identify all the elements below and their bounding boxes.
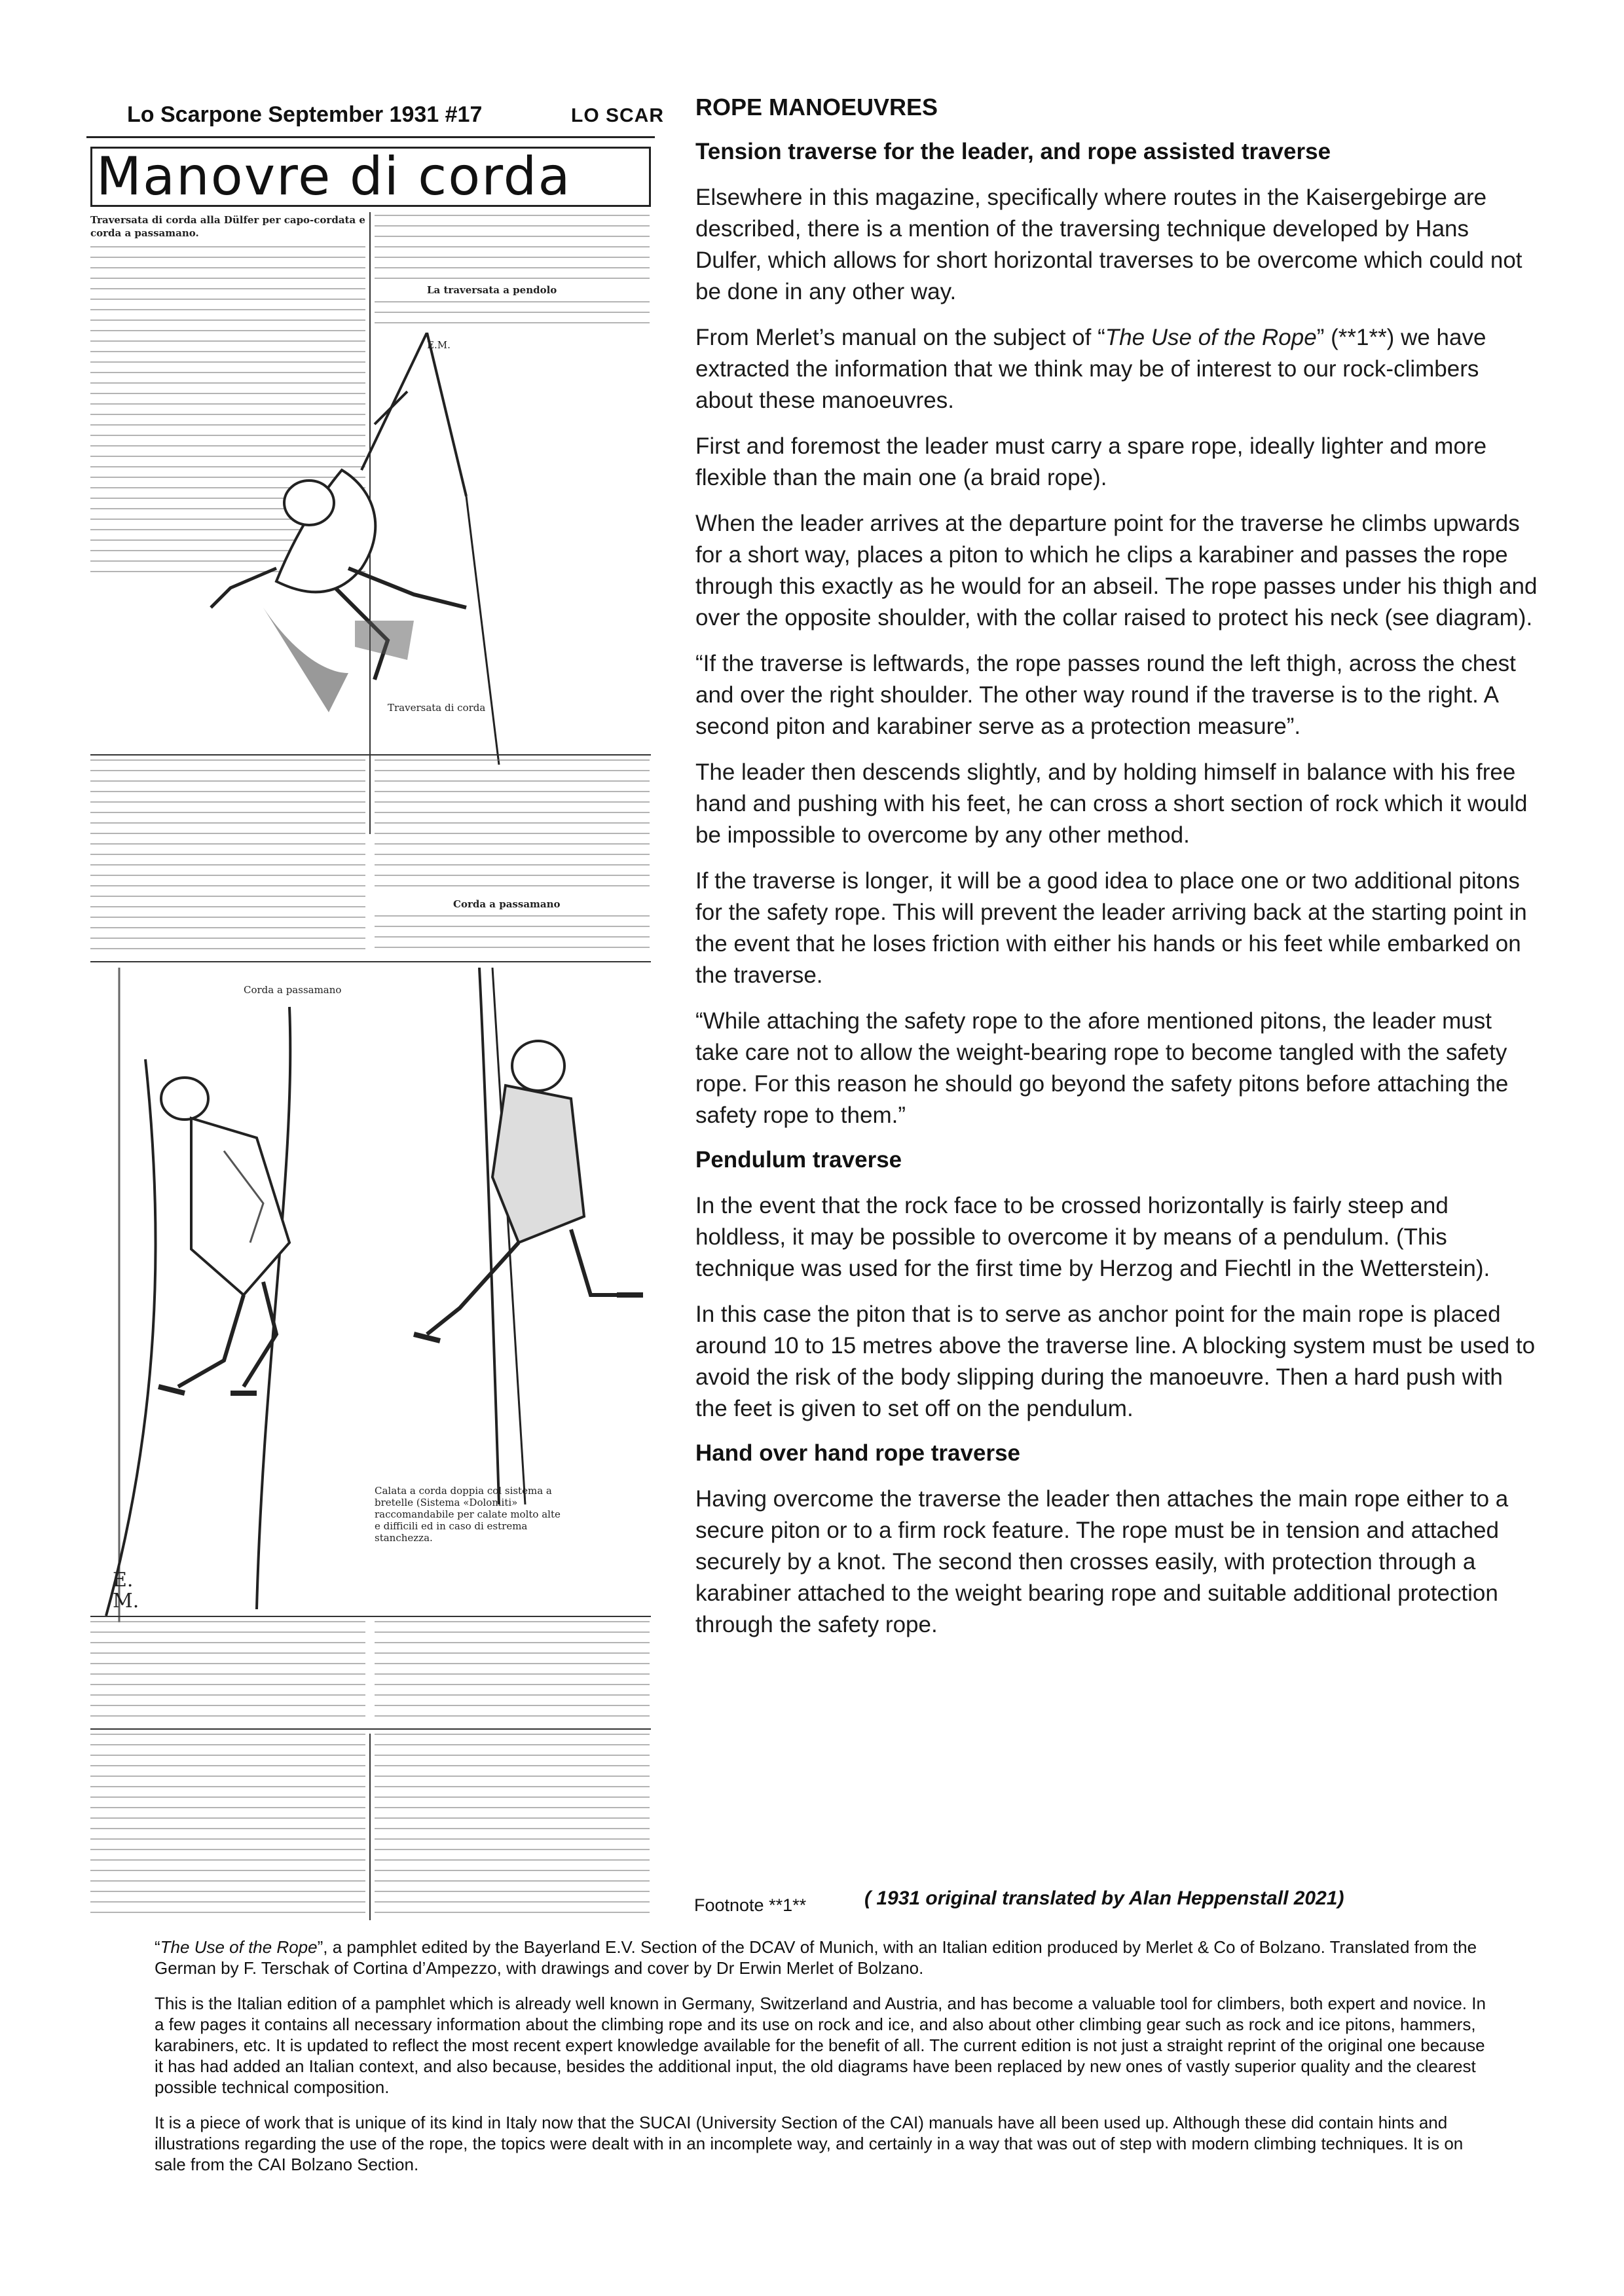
paragraph: In this case the piton that is to serve as anchor point for the main rope is placed around 10 to 15 metres above the traverse line. A blocking system must be used to avoid the risk of the body slipping during the manoeuvre. Then a hard push with the feet is given to set off on the pendulum. (695, 1302, 1536, 1421)
hand-over-hand-illustration (93, 968, 342, 1622)
column-rule (369, 1734, 371, 1920)
caption-corda-passamano: Corda a passamano (244, 984, 342, 996)
caption-traversata: Traversata di corda (388, 702, 486, 714)
footnote-section (155, 1937, 1490, 2189)
translation-credit: ( 1931 original translated by Alan Heppenstall 2021) (864, 1887, 1344, 1909)
footnote-label: Footnote **1** (694, 1895, 807, 1915)
clipping-text-block (375, 1621, 650, 1726)
section-rule (90, 1616, 651, 1617)
section-rule (90, 1728, 651, 1730)
clipping-header (86, 97, 664, 138)
book-title: The Use of the Rope (1105, 325, 1317, 350)
clipping-masthead: LO SCAR (571, 105, 664, 126)
paragraph: “If the traverse is leftwards, the rope passes round the left thigh, across the chest and over the right shoulder. The other way round if the traverse is to the right. A second piton and karabiner serve as a protection measure”. (695, 651, 1516, 739)
clipping-text-block (375, 915, 650, 956)
clipping-subhead-passamano: Corda a passamano (453, 898, 561, 910)
subheading-pendulum-traverse: Pendulum traverse (695, 1147, 902, 1173)
subheading-hand-over-hand: Hand over hand rope traverse (695, 1440, 1020, 1466)
clipping-text-block (90, 759, 365, 956)
footnote-paragraph: This is the Italian edition of a pamphlet which is already well known in Germany, Switzerland and Austria, and has become a valuable tool for climbers, both expert and novice. In a few pages it contains all necessary information about the climbing rope and its use on rock and ice, and also about other climbing gear such as rock and ice pitons, hammers, karabiners, etc. It is updated to reflect the most recent expert knowledge available for the benefit of all. The current edition is not just a straight reprint of the original one because it has had added an Italian context, and also because, besides the additional input, the old diagrams have been replaced by new ones of vastly superior quality and the clearest possible technical composition. (155, 1994, 1486, 2097)
clipping-text-block (375, 301, 650, 327)
paragraph: When the leader arrives at the departure point for the traverse he climbs upwards for a short way, places a piton to which he clips a karabiner and passes the rope through this exactly as he would for an abseil. The rope passes under his thigh and over the opposite shoulder, with the collar raised to protect his neck (see diagram). (695, 511, 1538, 630)
paragraph: “While attaching the safety rope to the afore mentioned pitons, the leader must take care not to allow the weight-bearing rope to become tangled with the safety rope. For this reason he should go beyond the safety pitons before attaching the safety rope to them.” (695, 1008, 1509, 1128)
paragraph: Having overcome the traverse the leader then attaches the main rope either to a secure piton or to a firm rock feature. The rope must be in tension and attached securely by a knot. The second then crosses easily, with protection through a karabiner attached to the weight bearing rope and suitable additional protection through the safety rope. (695, 1486, 1509, 1637)
translated-article (695, 93, 1540, 1655)
paragraph: First and foremost the leader must carry a spare rope, ideally lighter and more flexible than the main one (a braid rope). (695, 433, 1487, 490)
paragraph: The leader then descends slightly, and by holding himself in balance with his free hand and pushing with his feet, he can cross a short section of rock which it would be impossible to overcome by any other method. (695, 759, 1528, 848)
paragraph: If the traverse is longer, it will be a good idea to place one or two additional pitons for the safety rope. This will prevent the leader arriving back at the starting point in the event that he loses friction with either his hands or his feet while embarked on the traverse. (695, 868, 1527, 988)
caption-calata: Calata a corda doppia col sistema a bretelle (Sistema «Dolomiti» raccomandabile per calate molto alte e difficili ed in caso di estrema stanchezza. (375, 1485, 561, 1544)
clipping-text-block (375, 215, 650, 280)
clipping-title: Manovre di corda (90, 147, 651, 207)
footnote-paragraph: It is a piece of work that is unique of its kind in Italy now that the SUCAI (University Section of the CAI) manuals have all been used up. Although these did contain hints and illustrations regarding the use of the rope, the topics were dealt with in an incomplete way, and certainly in a way that was out of step with modern climbing techniques. It is on sale from the CAI Bolzano Section. (155, 2113, 1464, 2174)
clipping-subhead-dulfer: Traversata di corda alla Dülfer per capo-cordata e corda a passamano. (90, 214, 365, 239)
clipping-text-block (90, 1621, 365, 1726)
clipping-footnote-block (90, 1734, 365, 1920)
clipping-footnote-block (375, 1734, 650, 1920)
subheading-tension-traverse: Tension traverse for the leader, and rope assisted traverse (695, 139, 1331, 164)
newspaper-clipping (86, 97, 664, 1923)
section-rule (90, 961, 651, 962)
footnote-paragraph: “The Use of the Rope”, a pamphlet edited by the Bayerland E.V. Section of the DCAV of Munich, with an Italian edition produced by Merlet & Co of Bolzano. Translated from the German by F. Terschak of Cortina d’Ampezzo, with drawings and cover by Dr Erwin Merlet of Bolzano. (155, 1937, 1477, 1978)
double-rope-abseil-illustration (361, 968, 650, 1504)
article-heading: ROPE MANOEUVRES (695, 94, 938, 120)
paragraph: In the event that the rock face to be crossed horizontally is fairly steep and holdless, it may be possible to overcome it by means of a pendulum. (This technique was used for the first time by Herzog and Fiechtl in the Wetterstein). (695, 1193, 1490, 1281)
book-title: The Use of the Rope (160, 1937, 318, 1957)
clipping-initials-bottom: E. M. (113, 1569, 139, 1613)
tension-traverse-illustration (191, 333, 558, 778)
paragraph: Elsewhere in this magazine, specifically where routes in the Kaisergebirge are described, there is a mention of the traversing technique developed by Hans Dulfer, which allows for short horizontal traverses to be overcome which could not be done in any other way. (695, 185, 1522, 304)
clipping-subhead-pendolo: La traversata a pendolo (427, 284, 557, 296)
paragraph-merlet: From Merlet’s manual on the subject of “The Use of the Rope” (**1**) we have extracted the information that we think may be of interest to our rock-climbers about these manoeuvres. (695, 325, 1486, 413)
clipping-initials-top: E.M. (427, 339, 451, 351)
section-rule (90, 754, 651, 756)
clipping-text-block (375, 759, 650, 896)
clipping-source-label: Lo Scarpone September 1931 #17 (127, 102, 483, 127)
